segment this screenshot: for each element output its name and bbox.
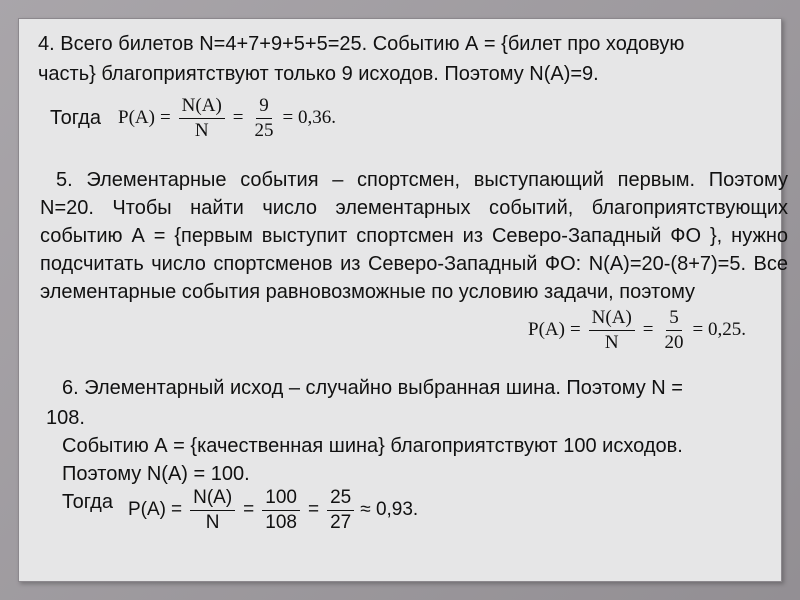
p5-paragraph: 5. Элементарные события – спортсмен, выступающий первым. Поэтому N=20. Чтобы найти число элементарных событий, благоприятствующих событию А = {первым выступит спортсмен из Северо-Западный ФО }, нужно подсчитать число спортсменов из Северо-Западный ФО: N(A)=20-(8+7)=5. Все элементарные события равновозможные по условию задачи, поэтому (40, 169, 788, 303)
p6-fraction-3-numerator: 25 (327, 487, 354, 511)
p4-fraction-2-numerator: 9 (256, 95, 272, 119)
p4-formula-eq2: = (232, 107, 244, 128)
p6-line1: 6. Элементарный исход – случайно выбранная шина. Поэтому N = (62, 377, 683, 399)
p5-fraction-2 (662, 307, 687, 354)
p4-fraction-1-numerator: N(A) (179, 95, 225, 119)
p4-formula (118, 92, 336, 144)
p6-formula-result: ≈ 0,93. (360, 499, 419, 520)
p4-line2: часть} благоприятствуют только 9 исходов. Поэтому N(A)=9. (38, 63, 599, 85)
p6-fraction-1-numerator: N(A) (190, 487, 235, 511)
p5-fraction-2-numerator: 5 (666, 307, 682, 331)
p5-formula-eq2: = (642, 319, 654, 340)
p6-fraction-1-denominator: N (205, 511, 220, 533)
p6-line4: Поэтому N(A) = 100. (62, 463, 250, 485)
p4-fraction-1-denominator: N (194, 119, 209, 141)
p5-fraction-1 (589, 307, 635, 354)
p5-fraction-2-denominator: 20 (664, 331, 684, 353)
p5-formula-lhs: P(A) (528, 319, 565, 340)
p4-fraction-2 (252, 95, 277, 142)
p6-line3: Событию А = {качественная шина} благоприятствуют 100 исходов. (62, 435, 683, 457)
p6-formula-eq3: = (307, 499, 320, 520)
p6-fraction-2-denominator: 108 (265, 511, 297, 533)
p6-formula (128, 484, 418, 536)
p4-fraction-1 (179, 95, 225, 142)
p4-line1: 4. Всего билетов N=4+7+9+5+5=25. Событию А = {билет про ходовую (38, 33, 685, 55)
p6-formula-eq1: = (171, 499, 183, 520)
p5-formula (528, 304, 746, 356)
p6-then-label: Тогда (62, 491, 113, 513)
p4-fraction-2-denominator: 25 (254, 119, 274, 141)
p4-formula-eq1: = (159, 107, 171, 128)
p6-line2: 108. (46, 407, 85, 429)
p6-fraction-3-denominator: 27 (330, 511, 352, 533)
p6-fraction-2 (262, 487, 300, 534)
p5-formula-eq1: = (569, 319, 581, 340)
p5-fraction-1-numerator: N(A) (589, 307, 635, 331)
p6-fraction-2-numerator: 100 (262, 487, 300, 511)
p6-formula-eq2: = (243, 499, 255, 520)
p4-formula-lhs: P(A) (118, 107, 155, 128)
p5-formula-result: = 0,25. (692, 319, 746, 340)
p4-then-label: Тогда (50, 107, 101, 129)
p6-formula-lhs: P(A) (128, 499, 166, 520)
p6-fraction-1 (190, 487, 235, 534)
p4-formula-result: = 0,36. (282, 107, 336, 128)
p5-fraction-1-denominator: N (604, 331, 619, 353)
p6-fraction-3 (327, 487, 354, 534)
